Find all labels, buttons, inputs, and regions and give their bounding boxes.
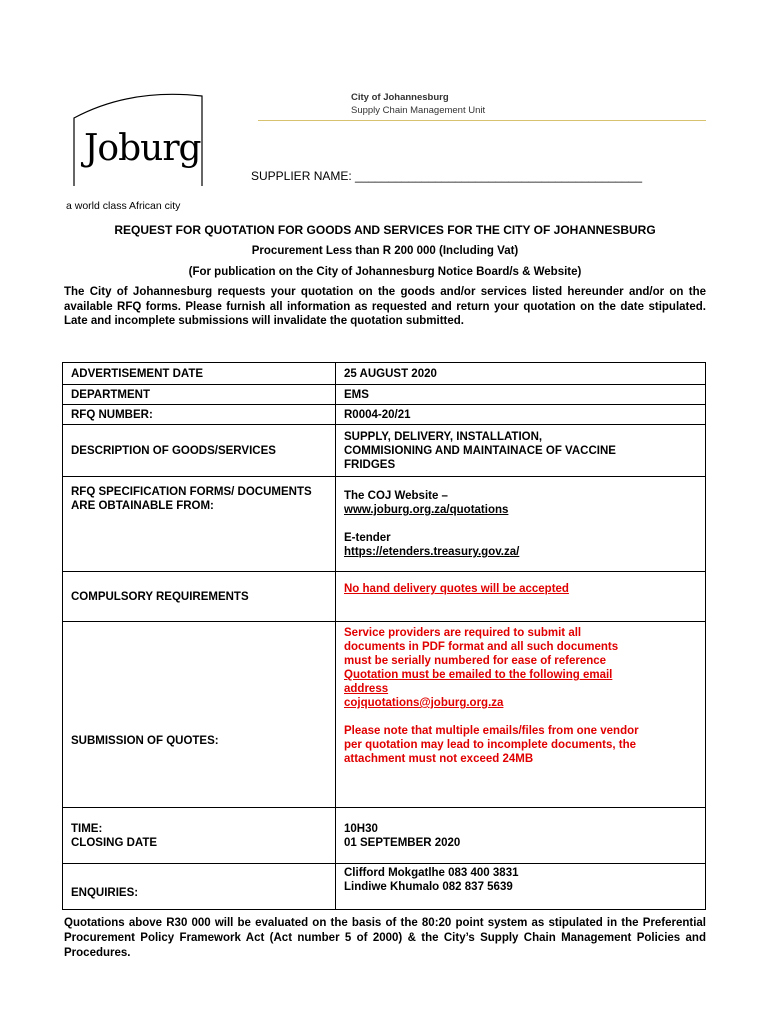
table-row bbox=[63, 425, 706, 477]
time-label: TIME: bbox=[71, 822, 103, 835]
subtitle-procurement: Procurement Less than R 200 000 (Including Vat) bbox=[251, 245, 519, 257]
subtitle-publication: (For publication on the City of Johannesburg Notice Board/s & Website) bbox=[188, 266, 582, 278]
table-row bbox=[63, 808, 706, 864]
table-row bbox=[63, 477, 706, 572]
org-header bbox=[351, 91, 485, 117]
department-label: DEPARTMENT bbox=[63, 385, 336, 405]
rfq-number-value: R0004-20/21 bbox=[336, 405, 706, 425]
table-row bbox=[63, 864, 706, 910]
enquiry-contact-2: Lindiwe Khumalo 082 837 5639 bbox=[344, 881, 513, 893]
spec-forms-label: RFQ SPECIFICATION FORMS/ DOCUMENTS ARE OBTAINABLE FROM: bbox=[63, 477, 336, 572]
submission-email-note: Quotation must be emailed to the following email address bbox=[344, 669, 613, 695]
enquiries-label: ENQUIRIES: bbox=[63, 864, 336, 910]
enquiry-contact-1: Clifford Mokgatlhe 083 400 3831 bbox=[344, 867, 519, 879]
table-row bbox=[63, 572, 706, 622]
time-value: 10H30 bbox=[344, 822, 378, 835]
submission-warning: Please note that multiple emails/files from one vendor per quotation may lead to incomplete documents, the attachment must not exceed 24MB bbox=[344, 725, 639, 765]
compulsory-value: No hand delivery quotes will be accepted bbox=[336, 572, 706, 622]
etender-link[interactable]: https://etenders.treasury.gov.za/ bbox=[344, 546, 520, 558]
table-row bbox=[63, 622, 706, 808]
description-value: SUPPLY, DELIVERY, INSTALLATION, COMMISIONING AND MAINTAINACE OF VACCINE FRIDGES bbox=[336, 425, 706, 477]
submission-value bbox=[336, 622, 706, 808]
submission-instructions: Service providers are required to submit all documents in PDF format and all such documents must be serially numbered for ease of reference bbox=[344, 627, 619, 667]
logo-tagline: a world class African city bbox=[66, 200, 181, 212]
closing-date-label: CLOSING DATE bbox=[71, 836, 158, 849]
table-row bbox=[63, 385, 706, 405]
org-name: City of Johannesburg bbox=[351, 92, 449, 103]
spec-source-coj: The COJ Website – bbox=[344, 490, 448, 502]
description-label: DESCRIPTION OF GOODS/SERVICES bbox=[63, 425, 336, 477]
spec-forms-value bbox=[336, 477, 706, 572]
department-value: EMS bbox=[336, 385, 706, 405]
enquiries-value bbox=[336, 864, 706, 910]
closing-date-value: 01 SEPTEMBER 2020 bbox=[344, 836, 461, 849]
joburg-logo: Joburg bbox=[84, 128, 201, 169]
spec-source-etender: E-tender bbox=[344, 532, 391, 544]
adv-date-value: 25 AUGUST 2020 bbox=[336, 363, 706, 385]
intro-paragraph: The City of Johannesburg requests your quotation on the goods and/or services listed hereunder and/or on the available RFQ forms. Please furnish all information as requested and return your quotation on the date stipulated. Late and incomplete submissions will invalidate the quotation submitted. bbox=[64, 286, 706, 327]
submission-label: SUBMISSION OF QUOTES: bbox=[63, 622, 336, 808]
coj-website-link[interactable]: www.joburg.org.za/quotations bbox=[344, 504, 509, 516]
org-unit: Supply Chain Management Unit bbox=[351, 105, 486, 116]
rfq-table bbox=[62, 362, 706, 910]
time-closing-label bbox=[63, 808, 336, 864]
evaluation-note: Quotations above R30 000 will be evaluated on the basis of the 80:20 point system as stipulated in the Preferential Procurement Policy Framework Act (Act number 5 of 2000) & the City’s Supply Chain Management Policies and Procedures. bbox=[64, 917, 706, 959]
page-title: REQUEST FOR QUOTATION FOR GOODS AND SERVICES FOR THE CITY OF JOHANNESBURG bbox=[114, 223, 656, 237]
supplier-name-field[interactable]: SUPPLIER NAME: ___________________________________________ bbox=[251, 169, 643, 183]
table-row bbox=[63, 405, 706, 425]
submission-email-link[interactable]: cojquotations@joburg.org.za bbox=[344, 697, 504, 709]
compulsory-label: COMPULSORY REQUIREMENTS bbox=[63, 572, 336, 622]
table-row bbox=[63, 363, 706, 385]
adv-date-label: ADVERTISEMENT DATE bbox=[63, 363, 336, 385]
header-rule bbox=[258, 120, 706, 121]
rfq-number-label: RFQ NUMBER: bbox=[63, 405, 336, 425]
time-closing-value bbox=[336, 808, 706, 864]
